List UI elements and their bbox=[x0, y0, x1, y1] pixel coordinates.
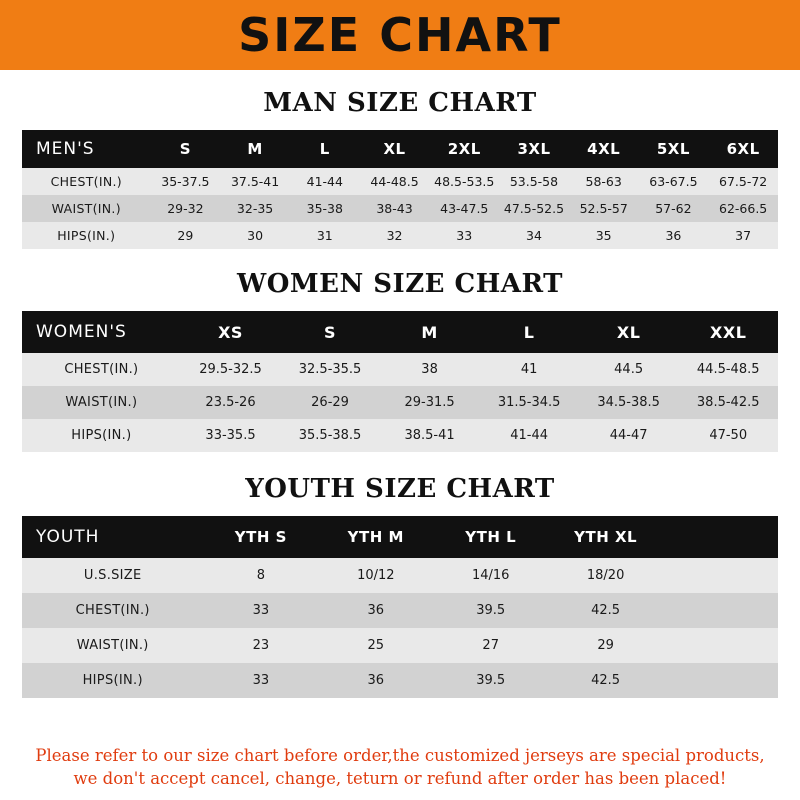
youth-ussize-l: 14/16 bbox=[471, 568, 510, 583]
man-size-table bbox=[22, 130, 778, 249]
men-waist-4xl: 52.5-57 bbox=[579, 201, 628, 216]
page-title: SIZE CHART bbox=[238, 8, 562, 62]
table-header-row bbox=[22, 311, 778, 353]
men-waist-2xl: 43-47.5 bbox=[440, 201, 489, 216]
women-waist-xs: 23.5-26 bbox=[205, 395, 256, 410]
footer-note bbox=[0, 737, 800, 800]
women-chest-xxl: 44.5-48.5 bbox=[696, 362, 760, 377]
women-chest-label: CHEST(IN.) bbox=[64, 362, 139, 377]
youth-waist-blank bbox=[663, 628, 778, 663]
men-hips-5xl: 36 bbox=[665, 228, 682, 243]
page-header bbox=[0, 0, 800, 70]
men-header-label: MEN'S bbox=[36, 139, 95, 159]
youth-waist-s: 23 bbox=[252, 638, 270, 653]
men-hips-4xl: 35 bbox=[595, 228, 612, 243]
youth-ussize-blank bbox=[663, 558, 778, 593]
youth-header-label: YOUTH bbox=[36, 527, 100, 547]
youth-waist-l: 27 bbox=[482, 638, 499, 653]
women-hips-l: 41-44 bbox=[510, 428, 548, 443]
footer-note-line-1: Please refer to our size chart before order,the customized jerseys are special products, bbox=[35, 746, 765, 766]
men-chest-5xl: 63-67.5 bbox=[649, 174, 698, 189]
men-header-5xl: 5XL bbox=[656, 140, 690, 158]
youth-header-blank bbox=[663, 516, 778, 558]
men-hips-label: HIPS(IN.) bbox=[57, 228, 116, 243]
men-waist-m: 32-35 bbox=[236, 201, 274, 216]
men-chest-2xl: 48.5-53.5 bbox=[434, 174, 495, 189]
men-header-6xl: 6XL bbox=[726, 140, 760, 158]
women-section-title: WOMEN SIZE CHART bbox=[237, 269, 563, 299]
table-row bbox=[22, 593, 778, 628]
women-chest-xs: 29.5-32.5 bbox=[199, 362, 262, 377]
men-hips-2xl: 33 bbox=[456, 228, 473, 243]
women-header-l: L bbox=[523, 322, 535, 342]
youth-header-l: YTH L bbox=[465, 528, 517, 546]
men-waist-5xl: 57-62 bbox=[655, 201, 692, 216]
men-hips-xl: 32 bbox=[386, 228, 403, 243]
women-header-m: M bbox=[421, 322, 438, 342]
men-header-4xl: 4XL bbox=[587, 140, 621, 158]
youth-size-table bbox=[22, 516, 778, 698]
table-header-row bbox=[22, 516, 778, 558]
men-header-3xl: 3XL bbox=[517, 140, 551, 158]
men-waist-xl: 38-43 bbox=[376, 201, 413, 216]
table-row bbox=[22, 353, 778, 386]
women-waist-xxl: 38.5-42.5 bbox=[696, 395, 760, 410]
women-chest-m: 38 bbox=[421, 362, 438, 377]
men-waist-l: 35-38 bbox=[306, 201, 343, 216]
men-waist-3xl: 47.5-52.5 bbox=[503, 201, 565, 216]
women-header-xl: XL bbox=[616, 322, 641, 342]
women-hips-xl: 44-47 bbox=[609, 428, 648, 443]
youth-hips-s: 33 bbox=[252, 673, 270, 688]
table-row bbox=[22, 628, 778, 663]
youth-ussize-xl: 18/20 bbox=[586, 568, 625, 583]
youth-header-xl: YTH XL bbox=[574, 528, 638, 546]
man-section-title: MAN SIZE CHART bbox=[263, 88, 537, 118]
women-hips-xs: 33-35.5 bbox=[205, 428, 256, 443]
women-hips-xxl: 47-50 bbox=[709, 428, 748, 443]
women-header-xxl: XXL bbox=[710, 322, 747, 342]
men-chest-label: CHEST(IN.) bbox=[50, 174, 122, 189]
youth-ussize-label: U.S.SIZE bbox=[83, 568, 142, 583]
youth-header-s: YTH S bbox=[234, 528, 287, 546]
youth-waist-m: 25 bbox=[367, 638, 385, 653]
youth-waist-label: WAIST(IN.) bbox=[76, 638, 149, 653]
men-chest-xl: 44-48.5 bbox=[370, 174, 419, 189]
women-hips-label: HIPS(IN.) bbox=[71, 428, 132, 443]
chart-content bbox=[0, 70, 800, 737]
men-chest-s: 35-37.5 bbox=[161, 174, 210, 189]
youth-chest-blank bbox=[663, 593, 778, 628]
youth-hips-label: HIPS(IN.) bbox=[82, 673, 143, 688]
women-header-label: WOMEN'S bbox=[36, 322, 127, 342]
women-chest-s: 32.5-35.5 bbox=[298, 362, 362, 377]
men-chest-l: 41-44 bbox=[306, 174, 343, 189]
men-hips-l: 31 bbox=[316, 228, 333, 243]
youth-hips-l: 39.5 bbox=[476, 673, 506, 688]
women-waist-xl: 34.5-38.5 bbox=[597, 395, 660, 410]
table-row bbox=[22, 419, 778, 452]
table-row bbox=[22, 386, 778, 419]
youth-hips-xl: 42.5 bbox=[591, 673, 621, 688]
men-header-s: S bbox=[179, 140, 192, 158]
women-waist-label: WAIST(IN.) bbox=[65, 395, 138, 410]
youth-section-title: YOUTH SIZE CHART bbox=[245, 474, 555, 504]
youth-chest-m: 36 bbox=[367, 603, 385, 618]
youth-chest-xl: 42.5 bbox=[591, 603, 621, 618]
women-waist-s: 26-29 bbox=[311, 395, 349, 410]
men-chest-6xl: 67.5-72 bbox=[719, 174, 768, 189]
footer-note-line-2: we don't accept cancel, change, teturn or refund after order has been placed! bbox=[73, 768, 727, 788]
men-waist-6xl: 62-66.5 bbox=[719, 201, 768, 216]
youth-chest-l: 39.5 bbox=[476, 603, 506, 618]
men-hips-3xl: 34 bbox=[526, 228, 542, 243]
men-chest-4xl: 58-63 bbox=[585, 174, 622, 189]
table-row bbox=[22, 558, 778, 593]
youth-waist-xl: 29 bbox=[597, 638, 614, 653]
women-hips-s: 35.5-38.5 bbox=[298, 428, 362, 443]
women-chest-xl: 44.5 bbox=[614, 362, 644, 377]
men-chest-m: 37.5-41 bbox=[230, 174, 280, 189]
women-waist-m: 29-31.5 bbox=[404, 395, 455, 410]
table-header-row bbox=[22, 130, 778, 168]
youth-hips-m: 36 bbox=[367, 673, 385, 688]
men-header-m: M bbox=[247, 140, 263, 158]
youth-hips-blank bbox=[663, 663, 778, 698]
table-row bbox=[22, 195, 778, 222]
women-chest-l: 41 bbox=[520, 362, 538, 377]
women-header-s: S bbox=[324, 322, 337, 342]
men-header-xl: XL bbox=[383, 140, 406, 158]
youth-chest-label: CHEST(IN.) bbox=[75, 603, 150, 618]
youth-header-m: YTH M bbox=[347, 528, 404, 546]
men-hips-m: 30 bbox=[247, 228, 264, 243]
table-row bbox=[22, 168, 778, 195]
men-header-2xl: 2XL bbox=[447, 140, 481, 158]
women-size-table bbox=[22, 311, 778, 452]
men-hips-s: 29 bbox=[177, 228, 194, 243]
table-row bbox=[22, 222, 778, 249]
men-header-l: L bbox=[319, 140, 330, 158]
men-hips-6xl: 37 bbox=[735, 228, 752, 243]
women-waist-l: 31.5-34.5 bbox=[497, 395, 561, 410]
men-chest-3xl: 53.5-58 bbox=[509, 174, 559, 189]
youth-ussize-m: 10/12 bbox=[357, 568, 395, 583]
women-header-xs: XS bbox=[218, 322, 243, 342]
men-waist-s: 29-32 bbox=[167, 201, 204, 216]
table-row bbox=[22, 663, 778, 698]
youth-chest-s: 33 bbox=[252, 603, 270, 618]
men-waist-label: WAIST(IN.) bbox=[51, 201, 121, 216]
youth-ussize-s: 8 bbox=[256, 568, 266, 583]
women-hips-m: 38.5-41 bbox=[404, 428, 455, 443]
